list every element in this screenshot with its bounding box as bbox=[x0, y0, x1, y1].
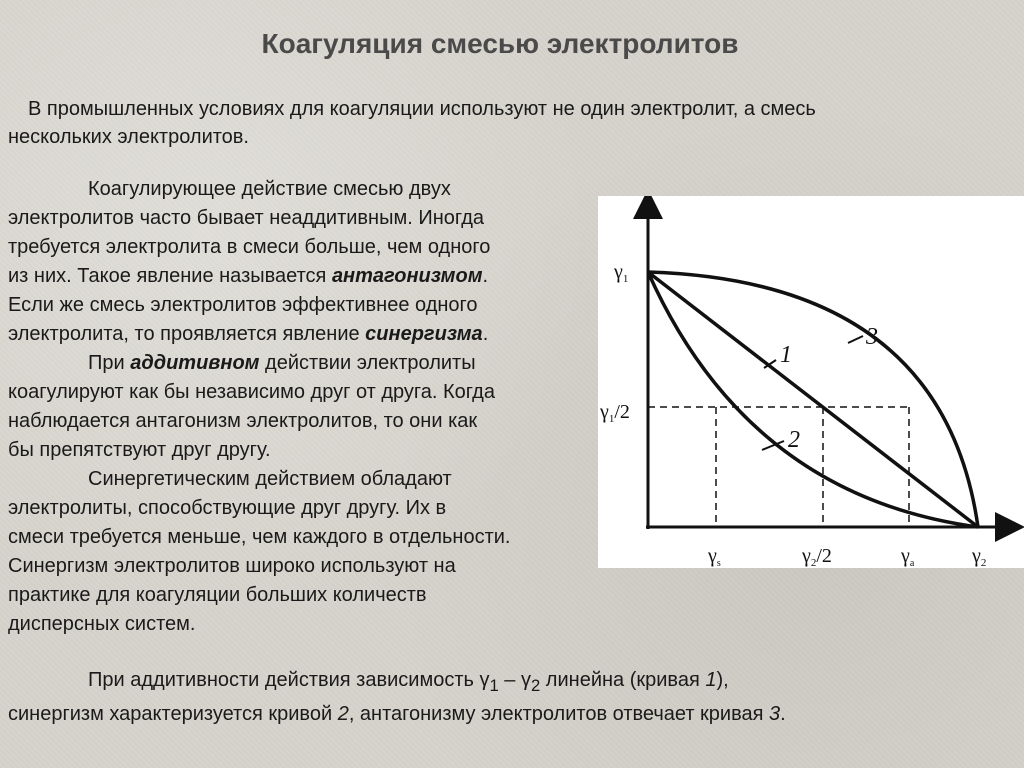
text-run: При bbox=[88, 352, 131, 374]
x-label-gamma-a bbox=[900, 545, 915, 568]
body-line: электролиты, способствующие друг другу. Их в bbox=[8, 497, 447, 519]
term-additive: аддитивном bbox=[130, 352, 260, 374]
x-label-gamma-s bbox=[707, 545, 721, 568]
curve-ref-3: 3 bbox=[769, 703, 781, 725]
body-line bbox=[8, 349, 608, 378]
curve-label-1: 1 bbox=[780, 342, 792, 368]
label-suffix: /2 bbox=[816, 545, 832, 567]
text-run: , антагонизму электролитов отвечает кривая bbox=[348, 703, 770, 725]
body-line: Коагулирующее действие смесью двух bbox=[88, 178, 451, 200]
subscript: 2 bbox=[530, 676, 541, 695]
label-sub: 2 bbox=[980, 557, 987, 568]
label-sub: 1 bbox=[608, 413, 615, 425]
text-run: линейна (кривая bbox=[540, 669, 706, 691]
body-line: Если же смесь электролитов эффективнее одного bbox=[8, 294, 478, 316]
curve-ref-1: 1 bbox=[705, 669, 717, 691]
curve-3-leader bbox=[848, 336, 863, 343]
label-main: γ bbox=[600, 401, 609, 423]
body-line: дисперсных систем. bbox=[8, 613, 196, 635]
text-run: При аддитивности действия зависимость γ bbox=[88, 669, 490, 691]
body-line: требуется электролита в смеси больше, чем одного bbox=[8, 236, 491, 258]
text-run: синергизм характеризуется кривой bbox=[8, 703, 338, 725]
label-suffix: /2 bbox=[614, 401, 630, 423]
coagulation-diagram bbox=[598, 196, 1024, 568]
label-main: γ bbox=[614, 261, 623, 283]
curve-1-additive bbox=[648, 272, 978, 527]
page-title: Коагуляция смесью электролитов bbox=[261, 28, 739, 59]
term-antagonism: антагонизмом bbox=[331, 265, 483, 287]
body-line: Синергетическим действием обладают bbox=[88, 468, 452, 490]
curve-label-3: 3 bbox=[866, 324, 878, 350]
text-run: . bbox=[482, 265, 489, 287]
text-run: ), bbox=[716, 669, 729, 691]
label-sub: s bbox=[716, 558, 721, 568]
intro-paragraph bbox=[8, 95, 1008, 151]
text-run: из них. Такое явление называется bbox=[8, 265, 332, 287]
text-run: – γ bbox=[498, 669, 531, 691]
label-main: γ bbox=[901, 545, 910, 567]
label-sub: a bbox=[909, 558, 915, 568]
label-main: γ bbox=[708, 545, 717, 567]
conclusion-line bbox=[8, 700, 1008, 729]
conclusion-line bbox=[8, 666, 1008, 700]
text-run: действии электролиты bbox=[259, 352, 476, 374]
body-line: практике для коагуляции больших количеств bbox=[8, 584, 427, 606]
subscript: 1 bbox=[489, 676, 499, 695]
body-line: коагулируют как бы независимо друг от друга. Когда bbox=[8, 381, 495, 403]
curve-label-2: 2 bbox=[788, 427, 800, 453]
conclusion-paragraph bbox=[8, 666, 1008, 729]
curve-ref-2: 2 bbox=[337, 703, 349, 725]
body-paragraph bbox=[8, 175, 608, 639]
body-line: наблюдается антагонизм электролитов, то они как bbox=[8, 410, 478, 432]
body-line: электролитов часто бывает неаддитивным. Иногда bbox=[8, 207, 485, 229]
text-run: . bbox=[482, 323, 489, 345]
body-line bbox=[8, 262, 608, 291]
intro-line: В промышленных условиях для коагуляции используют не один электролит, а смесь bbox=[28, 98, 816, 120]
term-synergism: синергизма bbox=[365, 323, 483, 345]
text-run: электролита, то проявляется явление bbox=[8, 323, 366, 345]
body-line: бы препятствуют друг другу. bbox=[8, 439, 271, 461]
x-label-gamma-2-half bbox=[801, 545, 832, 568]
label-main: γ bbox=[802, 545, 811, 567]
diagram-svg bbox=[598, 196, 1024, 568]
body-line: Синергизм электролитов широко используют на bbox=[8, 555, 456, 577]
x-label-gamma-2 bbox=[971, 545, 986, 568]
intro-line: нескольких электролитов. bbox=[8, 126, 249, 148]
y-top-label bbox=[613, 261, 628, 285]
body-line bbox=[8, 320, 608, 349]
body-line: смеси требуется меньше, чем каждого в отдельности. bbox=[8, 526, 511, 548]
label-main: γ bbox=[972, 545, 981, 567]
label-sub: 2 bbox=[810, 557, 817, 568]
text-run: . bbox=[780, 703, 786, 725]
y-half-label bbox=[599, 401, 630, 425]
label-sub: 1 bbox=[622, 273, 629, 285]
